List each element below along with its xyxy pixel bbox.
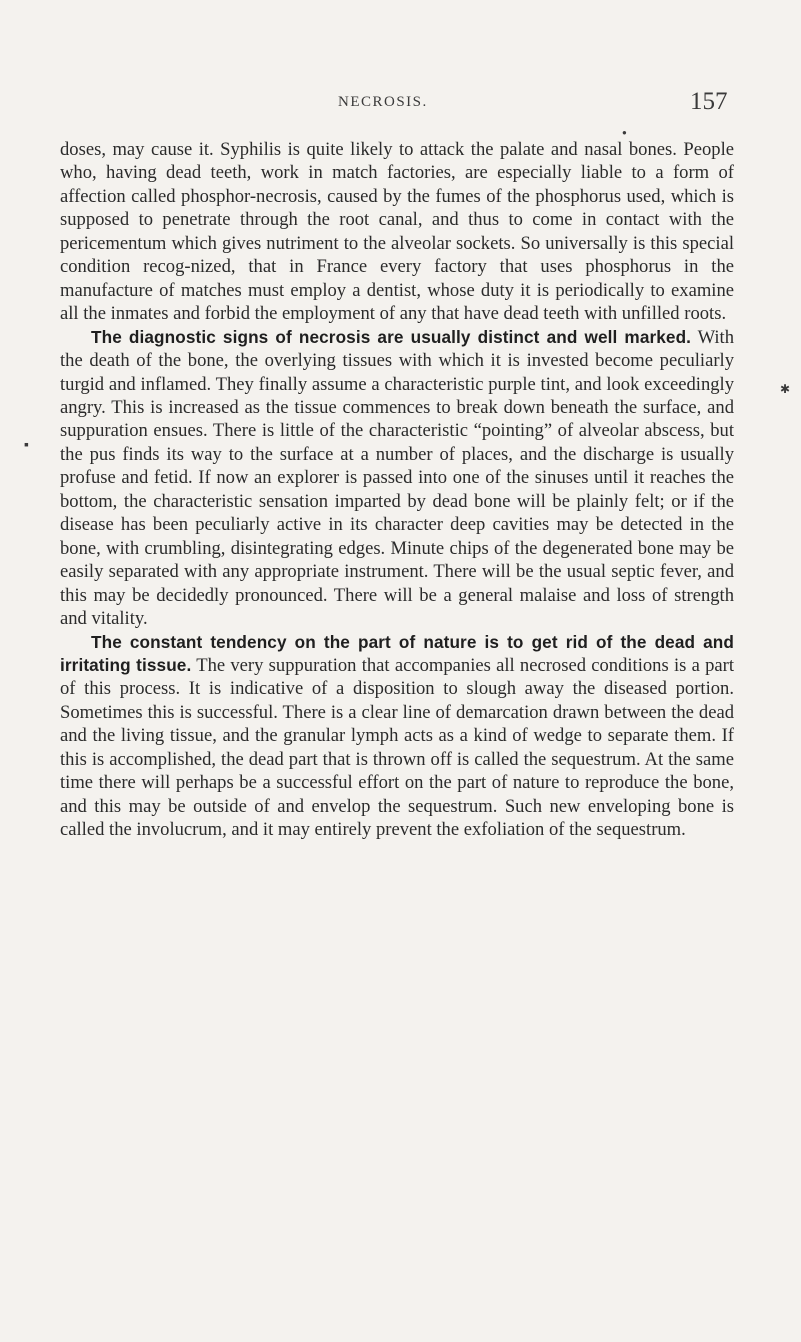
paragraph-3-text: The very suppuration that accompanies all necrosed conditions is a part of this process. It is indicative of a disposition to slough away the diseased portion. Sometimes this is successful. There is a clear line of demarcation drawn between the dead and the living tissue, and the granular lymph acts as a kind of wedge to separate them. If this is accomplished, the dead part that is thrown off is called the sequestrum. At the same time there will perhaps be a successful effort on the part of nature to reproduce the bone, and this may be outside of and envelop the sequestrum. Such new enveloping bone is called the involucrum, and it may entirely prevent the exfoliation of the sequestrum.: [60, 654, 734, 841]
paragraph-2: [60, 326, 734, 631]
paragraph-1-text: doses, may cause it. Syphilis is quite likely to attack the palate and nasal bones. People who, having dead teeth, work in match factories, are especially liable to a form of affection called phosphor-necrosis, caused by the fumes of the phosphorus used, which is supposed to penetrate through the root canal, and thus to come in contact with the pericementum which gives nutriment to the alveolar sockets. So universally is this special condition recog-nized, that in France every factory that uses phosphorus in the manufacture of matches must employ a dentist, whose duty it is periodically to examine all the inmates and forbid the employment of any that have dead teeth with unfilled roots.: [60, 139, 734, 325]
paragraph-3-lead: The constant tendency on the part of nature is to get rid of the dead and irritating tissue.: [60, 631, 734, 675]
running-head: [0, 88, 801, 120]
running-title: NECROSIS.: [338, 94, 428, 110]
body-text: [60, 138, 734, 842]
paragraph-3: [60, 631, 734, 842]
margin-dash-mark: ▪: [24, 438, 29, 453]
speck-mark: ●: [622, 128, 627, 137]
page-number: 157: [690, 88, 728, 115]
margin-asterisk-mark: ✱: [780, 382, 791, 396]
paragraph-1: [60, 138, 734, 326]
paragraph-2-text: With the death of the bone, the overlying tissues with which it is invested become peculiarly turgid and inflamed. They finally assume a characteristic purple tint, and look exceedingly angry. This is increased as the tissue commences to break down beneath the surface, and suppuration ensues. There is little of the characteristic “pointing” of alveolar abscess, but the pus finds its way to the surface at a number of places, and the discharge is usually profuse and fetid. If now an explorer is passed into one of the sinuses until it reaches the bottom, the characteristic sensation imparted by dead bone will be plainly felt; or if the disease has been peculiarly active in its character deep cavities may be detected in the bone, with crumbling, disintegrating edges. Minute chips of the degenerated bone may be easily separated with any appropriate instrument. There will be the usual septic fever, and this may be decidedly pronounced. There will be a general malaise and loss of strength and vitality.: [60, 326, 734, 630]
paragraph-2-lead: The diagnostic signs of necrosis are usually distinct and well marked.: [91, 326, 692, 347]
